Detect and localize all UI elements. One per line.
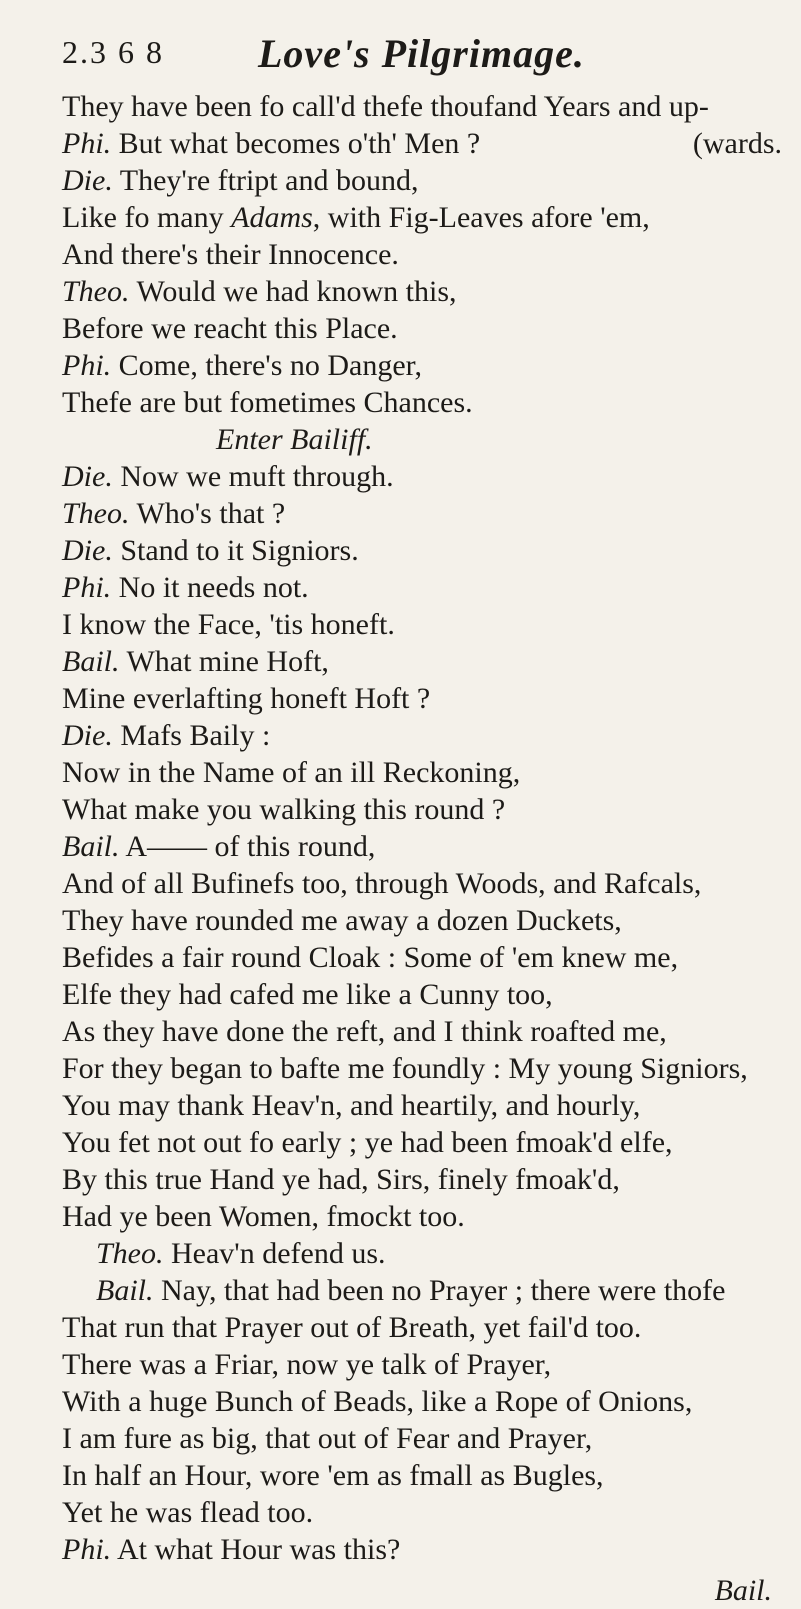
verse-line [62, 828, 782, 865]
speaker-name: Die. [62, 164, 113, 197]
verse-line [62, 606, 782, 643]
italic-name: Adams [231, 201, 313, 234]
line-text: Who's that ? [129, 497, 286, 530]
verse-line [62, 1050, 782, 1087]
verse-line [62, 273, 782, 310]
speaker-name: Die. [62, 460, 113, 493]
verse-line [62, 384, 782, 421]
verse-line [62, 88, 782, 125]
line-text-continued: , with Fig-Leaves afore 'em, [312, 201, 650, 234]
verse-line [62, 902, 782, 939]
verse-line [62, 162, 782, 199]
speaker-name: Theo. [62, 275, 130, 308]
verse-line [62, 1124, 782, 1161]
verse-line [62, 236, 782, 273]
verse-line [62, 347, 782, 384]
verse-line [62, 1383, 782, 1420]
line-text: Nay, that had been no Prayer ; there were thofe [153, 1274, 726, 1307]
line-text: Would we had known this, [129, 275, 457, 308]
line-text: Like fo many [62, 201, 232, 234]
verse-line [62, 865, 782, 902]
page-header [0, 14, 801, 84]
line-text: Now we muft through. [112, 460, 394, 493]
speaker-name: Die. [62, 719, 113, 752]
play-text [62, 88, 782, 1609]
verse-line [62, 569, 782, 606]
line-text: With a huge Bunch of Beads, like a Rope of Onions, [62, 1385, 693, 1418]
line-text: Mine everlafting honeft Hoft ? [62, 682, 431, 715]
verse-line [62, 125, 782, 162]
verse-line [62, 1420, 782, 1457]
verse-line [62, 1235, 782, 1272]
line-text: What mine Hoft, [119, 645, 329, 678]
verse-line [62, 939, 782, 976]
page-number: 2.3 6 8 [62, 34, 164, 70]
verse-line [62, 976, 782, 1013]
verse-line [62, 1494, 782, 1531]
line-text: And there's their Innocence. [62, 238, 399, 271]
verse-line [62, 1457, 782, 1494]
line-text: They're ftript and bound, [112, 164, 419, 197]
speaker-name: Bail. [96, 1274, 154, 1307]
line-text: Yet he was flead too. [62, 1496, 314, 1529]
line-text: They have been fo call'd thefe thoufand Years and up- [62, 90, 709, 123]
speaker-name: Theo. [62, 497, 130, 530]
line-text: What make you walking this round ? [62, 793, 506, 826]
line-text: Elfe they had cafed me like a Cunny too, [62, 978, 553, 1011]
verse-line [62, 791, 782, 828]
line-text: Come, there's no Danger, [111, 349, 422, 382]
line-text: For they began to bafte me foundly : My young Signiors, [62, 1052, 748, 1085]
speaker-name: Die. [62, 534, 113, 567]
line-text: A—— of this round, [119, 830, 376, 863]
verse-line [62, 1087, 782, 1124]
verse-line [62, 199, 782, 236]
turnover-word: (wards. [692, 127, 782, 160]
verse-line [62, 717, 782, 754]
line-text: As they have done the reft, and I think roafted me, [62, 1015, 667, 1048]
stage-direction: Enter Bailiff. [216, 423, 373, 456]
line-text: Before we reacht this Place. [62, 312, 398, 345]
line-text: No it needs not. [111, 571, 309, 604]
verse-line [62, 1161, 782, 1198]
verse-line [62, 1272, 782, 1309]
verse-line [62, 310, 782, 347]
verse-line [62, 1346, 782, 1383]
speaker-name: Theo. [96, 1237, 164, 1270]
line-text: Stand to it Signiors. [112, 534, 359, 567]
verse-line [62, 1198, 782, 1235]
line-text: I am fure as big, that out of Fear and Prayer, [62, 1422, 593, 1455]
line-text: I know the Face, 'tis honeft. [62, 608, 395, 641]
line-text: That run that Prayer out of Breath, yet fail'd too. [62, 1311, 642, 1344]
catchword: Bail. [714, 1574, 772, 1607]
speaker-name: Phi. [62, 571, 112, 604]
line-text: Mafs Baily : [112, 719, 271, 752]
line-text: Befides a fair round Cloak : Some of 'em knew me, [62, 941, 679, 974]
line-text: You may thank Heav'n, and heartily, and hourly, [62, 1089, 641, 1122]
verse-line [62, 643, 782, 680]
line-text: Thefe are but fometimes Chances. [62, 386, 473, 419]
verse-line [62, 1013, 782, 1050]
speaker-name: Bail. [62, 830, 120, 863]
verse-line [62, 458, 782, 495]
speaker-name: Phi. [62, 349, 112, 382]
line-text: At what Hour was this? [111, 1533, 401, 1566]
verse-line [62, 532, 782, 569]
speaker-name: Phi. [62, 1533, 112, 1566]
speaker-name: Bail. [62, 645, 120, 678]
verse-line [62, 1309, 782, 1346]
verse-line [62, 680, 782, 717]
line-text: By this true Hand ye had, Sirs, finely fmoak'd, [62, 1163, 620, 1196]
line-text: Heav'n defend us. [163, 1237, 386, 1270]
line-text: You fet not out fo early ; ye had been fmoak'd elfe, [62, 1126, 673, 1159]
line-text: But what becomes o'th' Men ? [111, 127, 481, 160]
verse-line [62, 754, 782, 791]
line-text: And of all Bufinefs too, through Woods, and Rafcals, [62, 867, 702, 900]
verse-line [62, 1531, 782, 1568]
speaker-name: Phi. [62, 127, 112, 160]
line-text: They have rounded me away a dozen Duckets, [62, 904, 622, 937]
line-text: There was a Friar, now ye talk of Prayer, [62, 1348, 552, 1381]
line-text: In half an Hour, wore 'em as fmall as Bugles, [62, 1459, 604, 1492]
running-title: Love's Pilgrimage. [258, 31, 585, 76]
verse-line [62, 495, 782, 532]
line-text: Had ye been Women, fmockt too. [62, 1200, 465, 1233]
line-text: Now in the Name of an ill Reckoning, [62, 756, 521, 789]
